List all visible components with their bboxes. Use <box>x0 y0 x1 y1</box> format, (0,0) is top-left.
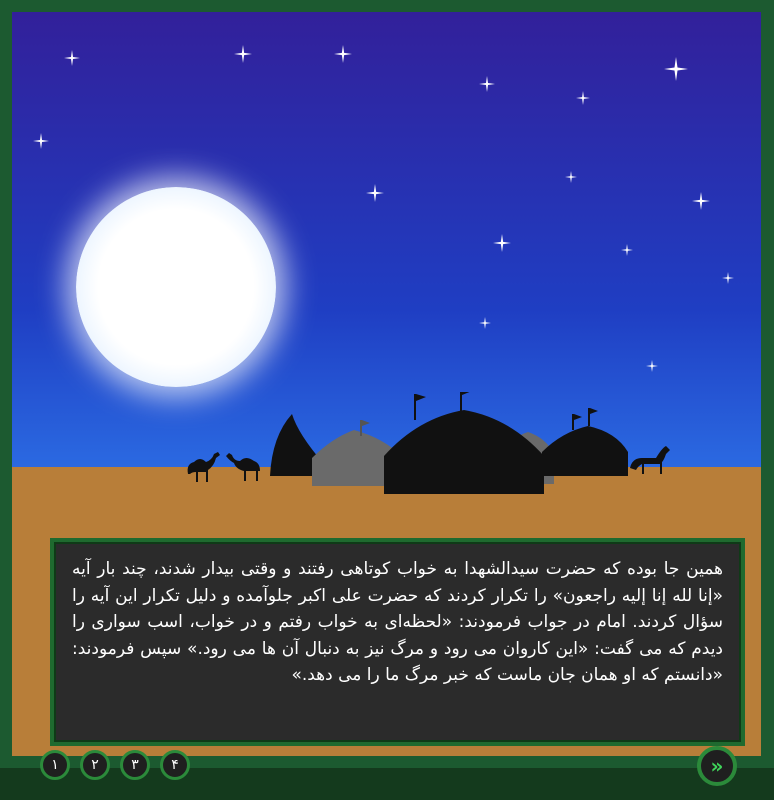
story-text-box <box>50 538 745 746</box>
night-desert-scene <box>12 12 761 756</box>
star-icon <box>479 317 491 329</box>
star-icon <box>692 192 710 210</box>
star-icon <box>565 171 577 183</box>
double-chevron-right-icon: » <box>710 754 724 778</box>
star-icon <box>479 76 495 92</box>
tent-image <box>542 426 628 476</box>
star-icon <box>33 133 49 149</box>
page-button-1[interactable]: ۱ <box>40 750 70 780</box>
page-button-4[interactable]: ۴ <box>160 750 190 780</box>
page-button-2[interactable]: ۲ <box>80 750 110 780</box>
camp-silhouette <box>12 392 761 502</box>
star-icon <box>493 234 511 252</box>
story-paragraph: همین جا بوده که حضرت سیدالشهدا به خواب کوتاهی رفتند و وقتی بیدار شدند، چند بار آیه «إنا لله إنا إليه راجعون» را تکرار کردند که حضرت علی اکبر جلوآمده و دلیل تکرار این آیه را سؤال کردند. امام در جواب فرمودند: «لحظه‌ای به خواب رفتم و در خواب، اسب سواری را دیدم که می گفت: «این کاروان می رود و مرگ نیز به دنبال آن ها می رود.» سپس فرمودند: «دانستم که او همان جان ماست که خبر مرگ ما را می دهد.» <box>72 559 723 685</box>
horse-icon <box>630 446 670 474</box>
page-button-3[interactable]: ۳ <box>120 750 150 780</box>
star-icon <box>234 45 252 63</box>
star-icon <box>576 91 590 105</box>
star-icon <box>366 184 384 202</box>
camel-icon <box>226 453 260 481</box>
page-navigation <box>40 750 190 780</box>
star-icon <box>664 57 688 81</box>
tent-image <box>384 410 544 494</box>
star-icon <box>722 272 734 284</box>
camel-icon <box>188 452 220 482</box>
star-icon <box>621 244 633 256</box>
next-page-button[interactable] <box>697 746 737 786</box>
star-icon <box>334 45 352 63</box>
star-icon <box>646 360 658 372</box>
moon-image <box>76 187 276 387</box>
star-icon <box>64 50 80 66</box>
